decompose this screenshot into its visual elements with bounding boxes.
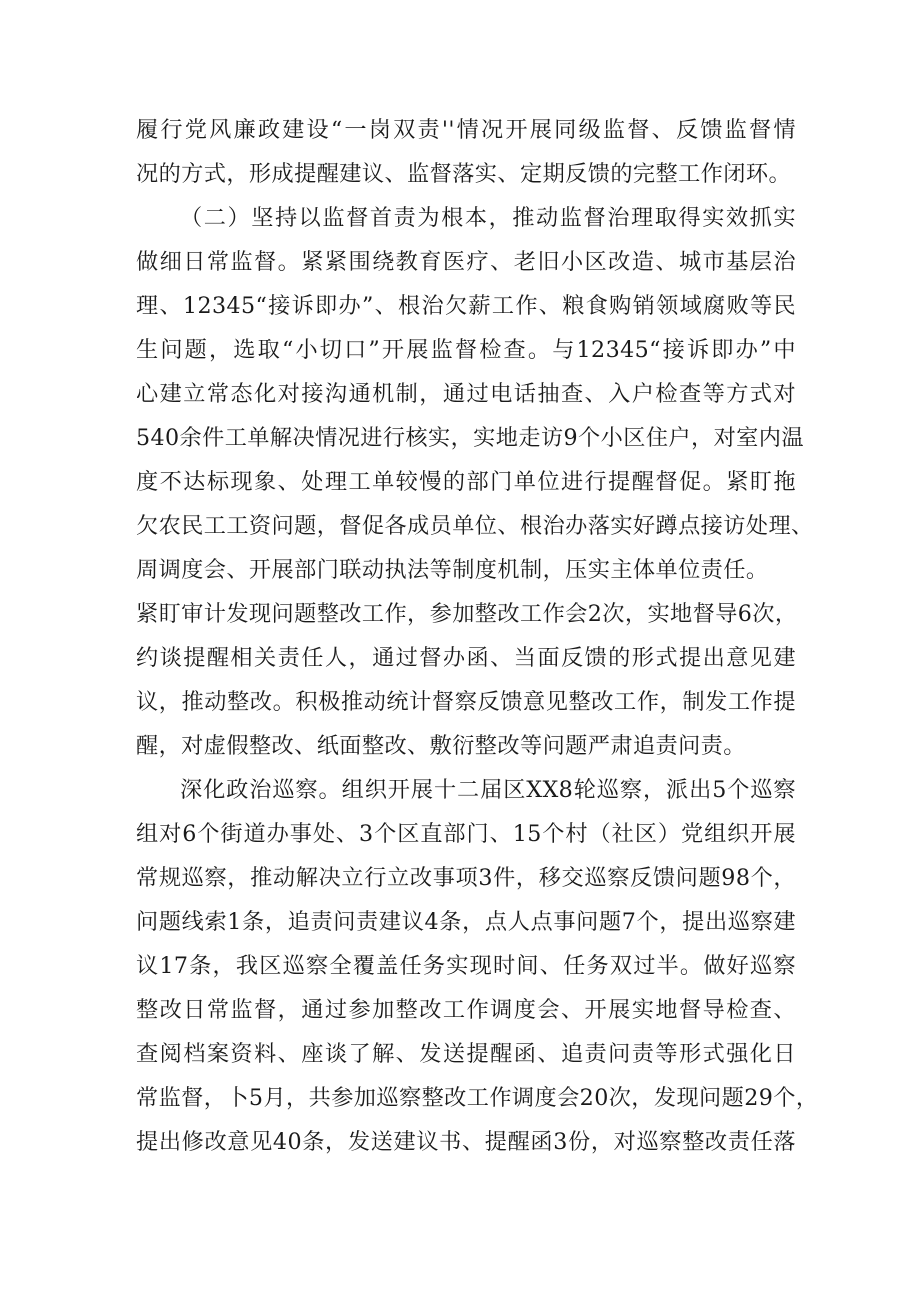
text-line: 生问题，选取“小切口”开展监督检查。与12345“接诉即办”中 — [136, 337, 796, 363]
text-line: 做细日常监督。紧紧围绕教育医疗、老旧小区改造、城市基层治 — [136, 249, 796, 275]
text-line: 周调度会、开展部门联动执法等制度机制，压实主体单位责任。 — [136, 557, 769, 583]
text-line: 提出修改意见40条，发送建议书、提醒函3份，对巡察整改责任落 — [136, 1129, 796, 1155]
text-line: 议，推动整改。积极推动统计督察反馈意见整改工作，制发工作提 — [136, 689, 796, 715]
section-heading-line: （二）坚持以监督首责为根本，推动监督治理取得实效抓实 — [180, 205, 796, 231]
text-line: 度不达标现象、处理工单较慢的部门单位进行提醒督促。紧盯拖 — [136, 469, 796, 495]
text-line: 查阅档案资料、座谈了解、发送提醒函、追责问责等形式强化日 — [136, 1041, 796, 1067]
text-line: 况的方式，形成提醒建议、监督落实、定期反馈的完整工作闭环。 — [136, 161, 792, 187]
text-line: 问题线索1条，追责问责建议4条，点人点事问题7个，提出巡察建 — [136, 909, 796, 935]
text-line: 紧盯审计发现问题整改工作，参加整改工作会2次，实地督导6次， — [136, 601, 798, 627]
text-line: 常监督，卜5月，共参加巡察整改工作调度会20次，发现问题29个， — [136, 1085, 819, 1111]
text-line: 整改日常监督，通过参加整改工作调度会、开展实地督导检查、 — [136, 997, 796, 1023]
document-body — [136, 108, 819, 1164]
text-line: 欠农民工工资问题，督促各成员单位、根治办落实好蹲点接访处理、 — [136, 513, 814, 539]
text-line: 组对6个街道办事处、3个区直部门、15个村（社区）党组织开展 — [136, 821, 796, 847]
text-line: 醒，对虚假整改、纸面整改、敷衍整改等问题严肃追责问责。 — [136, 733, 746, 759]
paragraph-start-line: 深化政治巡察。组织开展十二届区XX8轮巡察，派出5个巡察 — [180, 777, 796, 803]
text-line: 履行党风廉政建设“一岗双责''情况开展同级监督、反馈监督情 — [136, 117, 796, 143]
text-line: 常规巡察，推动解决立行立改事项3件，移交巡察反馈问题98个， — [136, 865, 796, 891]
text-line: 理、12345“接诉即办”、根治欠薪工作、粮食购销领域腐败等民 — [136, 293, 796, 319]
text-line: 议17条，我区巡察全覆盖任务实现时间、任务双过半。做好巡察 — [136, 953, 796, 979]
text-line: 心建立常态化对接沟通机制，通过电话抽查、入户检查等方式对 — [136, 381, 796, 407]
text-line: 约谈提醒相关责任人，通过督办函、当面反馈的形式提出意见建 — [136, 645, 796, 671]
text-line: 540余件工单解决情况进行核实，实地走访9个小区住户，对室内温 — [136, 425, 804, 451]
